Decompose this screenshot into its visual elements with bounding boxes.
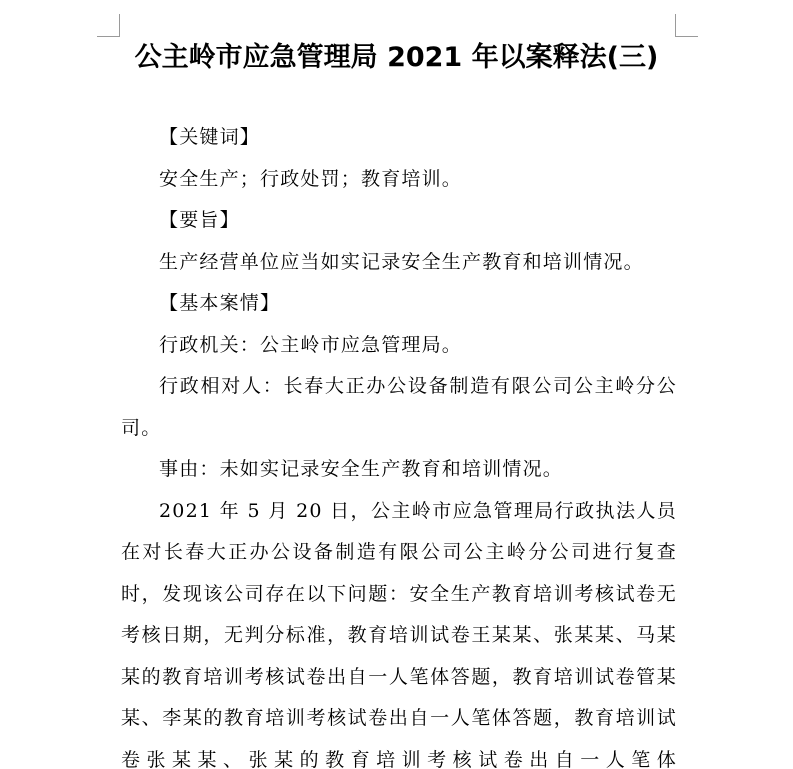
page-corner-mark-top-right — [675, 14, 698, 37]
page-corner-mark-top-left — [97, 14, 120, 37]
case-description: 2021 年 5 月 20 日，公主岭市应急管理局行政执法人员在对长春大正办公设备制造有限公司公主岭分公司进行复查时，发现该公司存在以下问题：安全生产教育培训考核试卷无考核日期，无判分标准，教育培训试卷王某某、张某某、马某某的教育培训考核试卷出自一人笔体答题，教育培训试卷管某某、李某的教育培训考核试卷出自一人笔体答题，教育培训试卷张某某、张某的教育培训考核试卷出自一人笔体 — [121, 499, 677, 769]
document-body — [121, 117, 677, 769]
administrative-organ: 行政机关：公主岭市应急管理局。 — [159, 333, 463, 356]
summary-text: 生产经营单位应当如实记录安全生产教育和培训情况。 — [159, 250, 644, 273]
case-cause: 事由：未如实记录安全生产教育和培训情况。 — [159, 458, 564, 480]
keywords-text: 安全生产；行政处罚；教育培训。 — [159, 167, 463, 190]
summary-heading: 【要旨】 — [159, 209, 240, 231]
administrative-counterpart: 行政相对人：长春大正办公设备制造有限公司公主岭分公司。 — [121, 375, 677, 439]
case-facts-heading: 【基本案情】 — [159, 292, 281, 314]
keywords-heading: 【关键词】 — [159, 126, 261, 148]
document-title: 公主岭市应急管理局 2021 年以案释法(三) — [134, 42, 659, 73]
